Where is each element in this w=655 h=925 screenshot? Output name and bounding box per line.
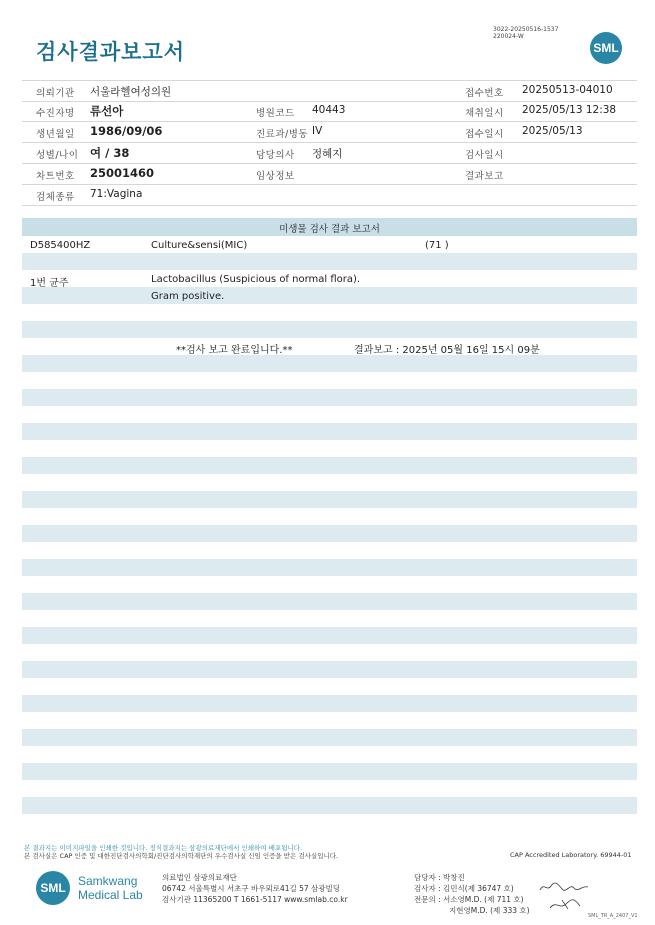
result-row-stripe bbox=[22, 593, 637, 610]
sml-brand-logo-icon: SML bbox=[36, 871, 70, 905]
footer-note-image: 본 결과지는 이미지파일을 인쇄한 것입니다. 정식결과지는 삼광의료재단에서 인쇄하여 배포됩니다. bbox=[24, 844, 303, 852]
result-row-stripe bbox=[22, 661, 637, 678]
result-row-stripe bbox=[22, 423, 637, 440]
test-specimen: (71 ) bbox=[425, 240, 449, 251]
info-label: 결과보고 bbox=[465, 171, 504, 182]
document-code-line-2: 220024-W bbox=[493, 33, 524, 40]
info-row bbox=[22, 185, 637, 206]
result-row-stripe bbox=[22, 525, 637, 542]
info-label: 수진자명 bbox=[36, 108, 75, 119]
result-report-time: 결과보고 : 2025년 05월 16일 15시 09분 bbox=[354, 345, 540, 356]
info-value: 2025/05/13 bbox=[522, 125, 583, 137]
result-row-stripe bbox=[22, 389, 637, 406]
brand-name-line-2: Medical Lab bbox=[78, 888, 143, 902]
staff-specialist-2: 지현영M.D. (제 333 호) bbox=[449, 906, 530, 915]
result-row-stripe bbox=[22, 695, 637, 712]
info-row bbox=[22, 143, 637, 164]
info-label: 생년월일 bbox=[36, 129, 75, 140]
test-name: Culture&sensi(MIC) bbox=[151, 240, 248, 251]
specialist-signature-icon bbox=[548, 896, 582, 912]
info-label: 검체종류 bbox=[36, 192, 75, 203]
result-row-stripe bbox=[22, 627, 637, 644]
brand-name bbox=[78, 874, 143, 902]
form-code: SML_TR_A_2407_V1 bbox=[588, 913, 638, 919]
organization-info bbox=[162, 872, 348, 905]
tester-signature-icon bbox=[538, 880, 590, 894]
info-value: IV bbox=[312, 125, 323, 137]
result-row-stripe bbox=[22, 355, 637, 372]
result-row-stripe bbox=[22, 253, 637, 270]
info-value: 여 / 38 bbox=[90, 146, 130, 160]
footer-note-certification: 본 검사실은 CAP 인증 및 대한진단검사의학회/진단검사의학재단의 우수검사실 신임 인증을 받은 검사실입니다. bbox=[24, 852, 339, 860]
info-value: 정혜지 bbox=[312, 148, 343, 160]
info-label: 의뢰기관 bbox=[36, 88, 75, 99]
info-value: 류선아 bbox=[90, 104, 124, 118]
result-row-stripe bbox=[22, 457, 637, 474]
result-row-stripe bbox=[22, 763, 637, 780]
info-label: 진료과/병동 bbox=[256, 129, 309, 140]
organization-address: 06742 서울특별시 서초구 바우뫼로41길 57 삼광빌딩 bbox=[162, 884, 341, 893]
organism-name: Lactobacillus (Suspicious of normal flora). bbox=[151, 274, 361, 285]
brand-name-line-1: Samkwang bbox=[78, 874, 138, 888]
info-row bbox=[22, 80, 637, 102]
organization-contact: 검사기관 11365200 T 1661-5117 www.smlab.co.kr bbox=[162, 895, 348, 904]
info-value: 2025/05/13 12:38 bbox=[522, 104, 617, 116]
staff-manager: 담당자 : 박창진 bbox=[414, 873, 465, 882]
info-label: 접수일시 bbox=[465, 129, 504, 140]
result-row-stripe bbox=[22, 559, 637, 576]
organization-name: 의료법인 삼광의료재단 bbox=[162, 873, 237, 882]
info-label: 차트번호 bbox=[36, 171, 75, 182]
info-label: 담당의사 bbox=[256, 150, 295, 161]
info-label: 접수번호 bbox=[465, 88, 504, 99]
info-value: 25001460 bbox=[90, 166, 155, 180]
info-value: 40443 bbox=[312, 104, 346, 116]
info-row bbox=[22, 164, 637, 185]
result-row-stripe bbox=[22, 287, 637, 304]
info-value: 20250513-04010 bbox=[522, 84, 613, 96]
info-label: 병원코드 bbox=[256, 108, 295, 119]
info-label: 채취일시 bbox=[465, 108, 504, 119]
info-value: 서울라헬여성의원 bbox=[90, 86, 172, 98]
info-value: 1986/09/06 bbox=[90, 124, 163, 138]
result-row-stripe bbox=[22, 729, 637, 746]
info-value: 71:Vagina bbox=[90, 188, 143, 200]
result-section-title: 미생물 검사 결과 보고서 bbox=[279, 224, 380, 235]
staff-specialist-1: 전문의 : 서소영M.D. (제 711 호) bbox=[414, 895, 524, 904]
test-code: D585400HZ bbox=[30, 240, 91, 251]
result-row-stripe bbox=[22, 491, 637, 508]
info-row bbox=[22, 122, 637, 143]
info-label: 성별/나이 bbox=[36, 150, 79, 161]
document-code-line-1: 3022-20250516-1537 bbox=[493, 26, 559, 33]
sml-logo-icon: SML bbox=[590, 32, 622, 64]
result-row-stripe bbox=[22, 321, 637, 338]
staff-info bbox=[414, 872, 530, 916]
result-row-stripe bbox=[22, 797, 637, 814]
cap-accreditation: CAP Accredited Laboratory. 69944-01 bbox=[510, 851, 632, 859]
organism-label: 1번 균주 bbox=[30, 278, 69, 289]
result-section-header bbox=[22, 218, 637, 236]
info-label: 검사일시 bbox=[465, 150, 504, 161]
info-label: 임상정보 bbox=[256, 171, 295, 182]
info-row bbox=[22, 101, 637, 122]
document-code bbox=[493, 26, 558, 40]
page-title: 검사결과보고서 bbox=[36, 40, 186, 64]
staff-tester: 검사자 : 김민식(제 36747 호) bbox=[414, 884, 514, 893]
organism-gram: Gram positive. bbox=[151, 291, 225, 302]
report-complete-message: **검사 보고 완료입니다.** bbox=[176, 345, 293, 356]
